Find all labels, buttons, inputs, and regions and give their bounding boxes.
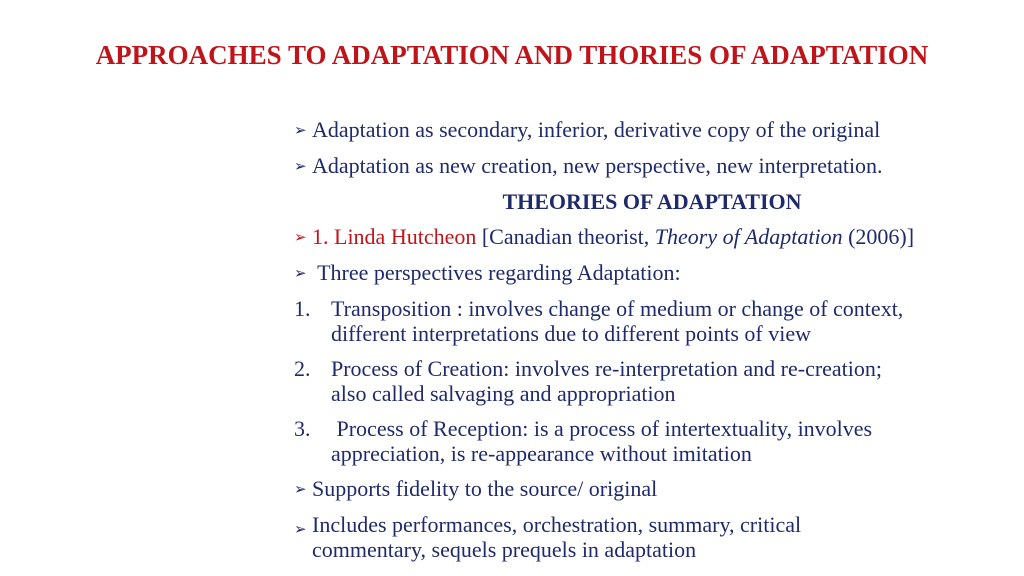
bullet-text-line: Includes performances, orchestration, summary, critical [312,512,802,537]
arrowhead-bullet-icon: ➢ [294,157,307,175]
arrowhead-bullet-icon: ➢ [294,480,307,498]
item-text-line: Process of Reception: is a process of intertextuality, involves [331,416,873,441]
bullet-item [294,117,1022,143]
slide-title: APPROACHES TO ADAPTATION AND THORIES OF ADAPTATION [95,40,929,70]
bullet-text: Three perspectives regarding Adaptation: [312,260,681,285]
item-text-line: different interpretations due to different points of view [331,321,811,346]
bullet-item [294,260,1022,286]
item-number: 1. [294,296,311,321]
arrowhead-bullet-icon: ➢ [294,264,307,282]
bullet-text: Adaptation as secondary, inferior, derivative copy of the original [312,117,881,142]
theorist-name: 1. Linda Hutcheon [312,224,477,249]
numbered-item [294,416,1022,466]
numbered-item [294,356,1022,406]
item-number: 2. [294,356,311,381]
bullet-item-hutcheon [294,224,1022,250]
bullet-text-line: commentary, sequels prequels in adaptation [312,537,697,562]
slide-body [294,117,1022,562]
numbered-item [294,296,1022,346]
bullet-text: Adaptation as new creation, new perspective, new interpretation. [312,153,883,178]
bullet-item [294,512,1022,562]
section-heading: THEORIES OF ADAPTATION [502,189,802,214]
item-text-line: Process of Creation: involves re-interpretation and re-creation; [331,356,883,381]
item-text-line: Transposition : involves change of medium or change of context, [331,296,904,321]
book-title: Theory of Adaptation [654,224,843,249]
bullet-item [294,476,1022,502]
arrowhead-bullet-icon: ➢ [294,121,307,139]
arrowhead-bullet-icon: ➢ [294,520,307,538]
item-text-line: also called salvaging and appropriation [331,381,676,406]
item-number: 3. [294,416,311,441]
theorist-desc-after: (2006)] [842,224,915,249]
arrowhead-bullet-icon: ➢ [294,228,307,246]
theorist-desc-before: [Canadian theorist, [476,224,655,249]
bullet-item [294,153,1022,179]
bullet-text: Supports fidelity to the source/ original [312,476,658,501]
item-text-line: appreciation, is re-appearance without imitation [331,441,752,466]
